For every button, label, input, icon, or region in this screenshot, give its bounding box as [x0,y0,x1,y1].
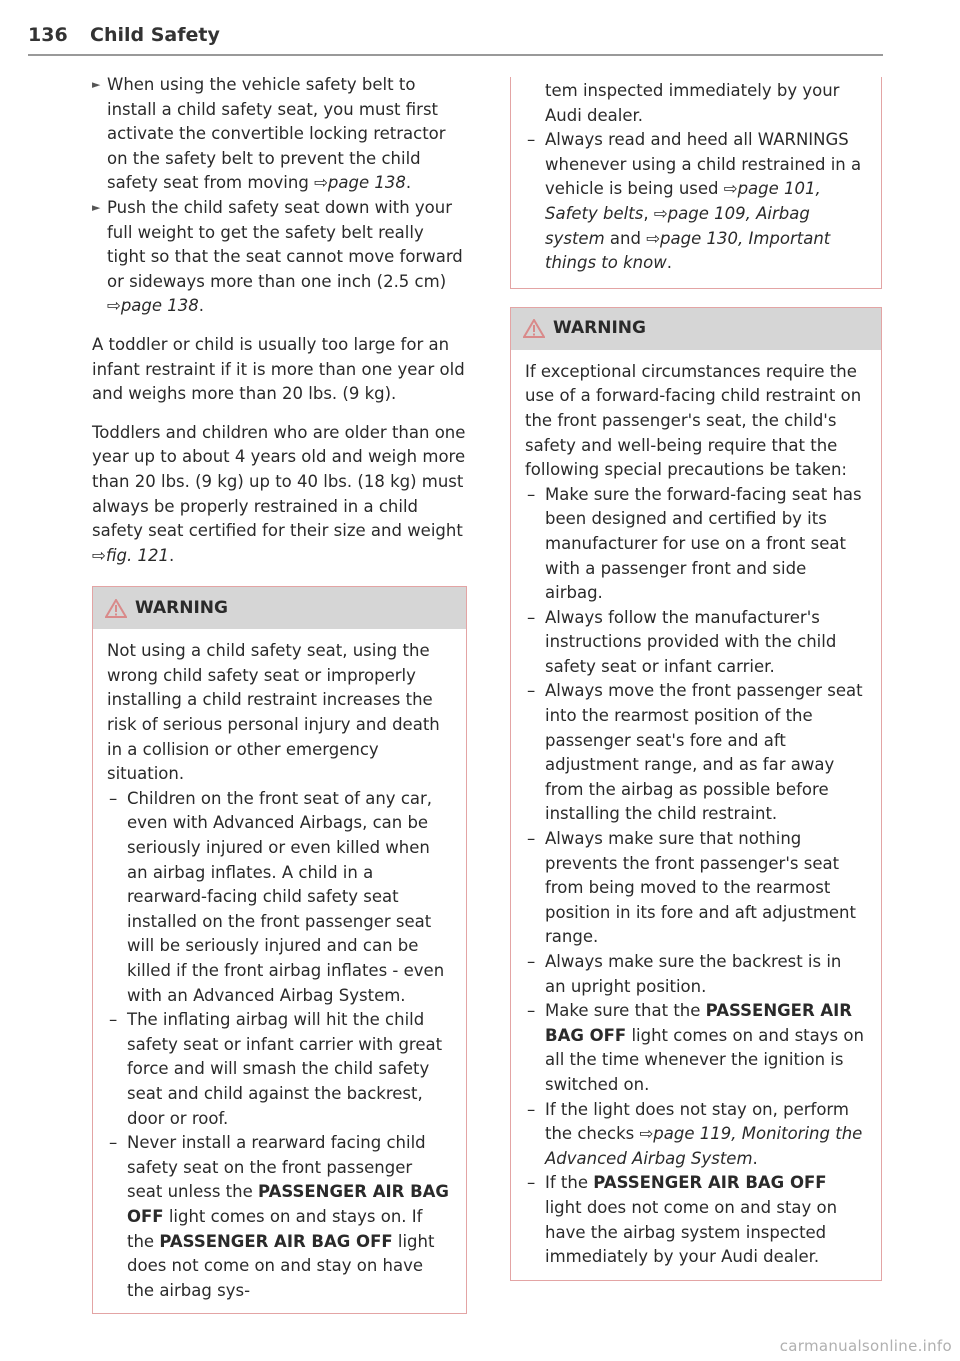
instruction-bullet-1: ► When using the vehicle safety belt to install a child safety seat, you must first activate the convertible locking retractor on the safety belt to prevent the child safety seat from moving ⇨page 138. [92,75,446,193]
page-reference-link[interactable]: ⇨page 138 [107,296,199,316]
page-number: 136 [28,24,68,46]
warning-intro: Not using a child safety seat, using the wrong child safety seat or improperly installing a child restraint increases the risk of serious personal injury and death in a collision or other emergency situation. [107,641,440,784]
continued-text: tem inspected immediately by your Audi dealer. [545,81,840,125]
warning-list-item: – Always make sure that nothing prevents the front passenger's seat from being moved to the rearmost position in its fore and aft adjustment range. [527,829,856,947]
warning-list-item: – Make sure that the PASSENGER AIR BAG OFF light comes on and stays on all the time whenever the ignition is switched on. [527,1001,864,1094]
warning-list-item: – Always move the front passenger seat into the rearmost position of the passenger seat's fore and aft adjustment range, and as far away from the airbag as possible before installing the child restraint. [527,681,863,824]
warning-body [93,629,466,1313]
warning-list-item: – Always read and heed all WARNINGS whenever using a child restrained in a vehicle is being used ⇨page 101, Safety belts, ⇨page 109, Airbag system and ⇨page 130, Important things to know. [527,130,862,273]
warning-list-item: – Make sure the forward-facing seat has been designed and certified by its manufacturer for use on a front seat with a passenger front and side airbag. [527,484,862,603]
warning-triangle-icon [523,319,545,338]
figure-reference-link[interactable]: ⇨fig. 121 [92,545,169,565]
warning-list-item: – The inflating airbag will hit the child safety seat or infant carrier with great force and will smash the child safety seat and child against the backrest, door or roof. [109,1010,443,1128]
warning-intro: If exceptional circumstances require the use of a forward-facing child restraint on the front passenger's seat, the child's safety and well-being require that the following special precautions be taken: [525,361,862,480]
footer-watermark: carmanualsonline.info [779,1337,952,1355]
triangle-bullet-icon: ► [92,78,101,91]
page-reference-link[interactable]: ⇨page 138 [314,173,406,193]
warning-header [511,308,881,350]
right-column [510,77,882,1281]
page-reference-link[interactable]: ⇨page 119, Monitoring the Advanced Airbag System [545,1124,863,1168]
warning-title: WARNING [135,597,228,618]
page-reference-link[interactable]: ⇨page 130, Important things to know [545,228,831,273]
page-header [28,22,883,56]
warning-list-item: – Always make sure the backrest is in an upright position. [527,952,842,996]
warning-list-item: – Children on the front seat of any car, even with Advanced Airbags, can be seriously injured or even killed when an airbag inflates. A child in a rearward-facing child safety seat installed on the front passenger seat will be seriously injured and can be killed if the front airbag inflates - even with an Advanced Airbag System. [109,788,445,1005]
left-column [92,73,467,1314]
warning-triangle-icon [105,599,127,618]
warning-header [93,587,466,629]
section-title: Child Safety [90,24,220,46]
paragraph-toddler-size: A toddler or child is usually too large for an infant restraint if it is more than one year old and weighs more than 20 lbs. (9 kg). [92,334,465,404]
page-reference-link[interactable]: ⇨page 101, Safety belts [545,179,821,223]
warning-box-right [510,307,882,1281]
warning-body [511,350,881,1280]
warning-list-item: – Always follow the manufacturer's instructions provided with the child safety seat or infant carrier. [527,607,837,676]
instruction-bullet-2: ► Push the child safety seat down with your full weight to get the safety belt really tight so that the seat cannot move forward or sideways more than one inch (2.5 cm) ⇨page 138. [92,197,463,316]
warning-list-item: – If the light does not stay on, perform the checks ⇨page 119, Monitoring the Advanced Airbag System. [527,1099,863,1168]
warning-continuation-box [510,77,882,289]
warning-list-item: – Never install a rearward facing child safety seat on the front passenger seat unless the PASSENGER AIR BAG OFF light comes on and stays on. If the PASSENGER AIR BAG OFF light does not come on and stay on have the airbag sys- [109,1133,449,1300]
page-reference-link[interactable]: ⇨page 109, Airbag system [545,203,810,248]
triangle-bullet-icon: ► [92,200,101,214]
paragraph-toddler-restraint: Toddlers and children who are older than one year up to about 4 years old and weigh more than 20 lbs. (9 kg) up to 40 lbs. (18 kg) must always be properly restrained in a child safety seat certified for their size and weight ⇨fig. 121. [92,422,466,565]
warning-title: WARNING [553,318,646,339]
warning-list-item: – If the PASSENGER AIR BAG OFF light does not come on and stay on have the airbag system inspected immediately by your Audi dealer. [527,1173,838,1267]
warning-box-left [92,586,467,1314]
